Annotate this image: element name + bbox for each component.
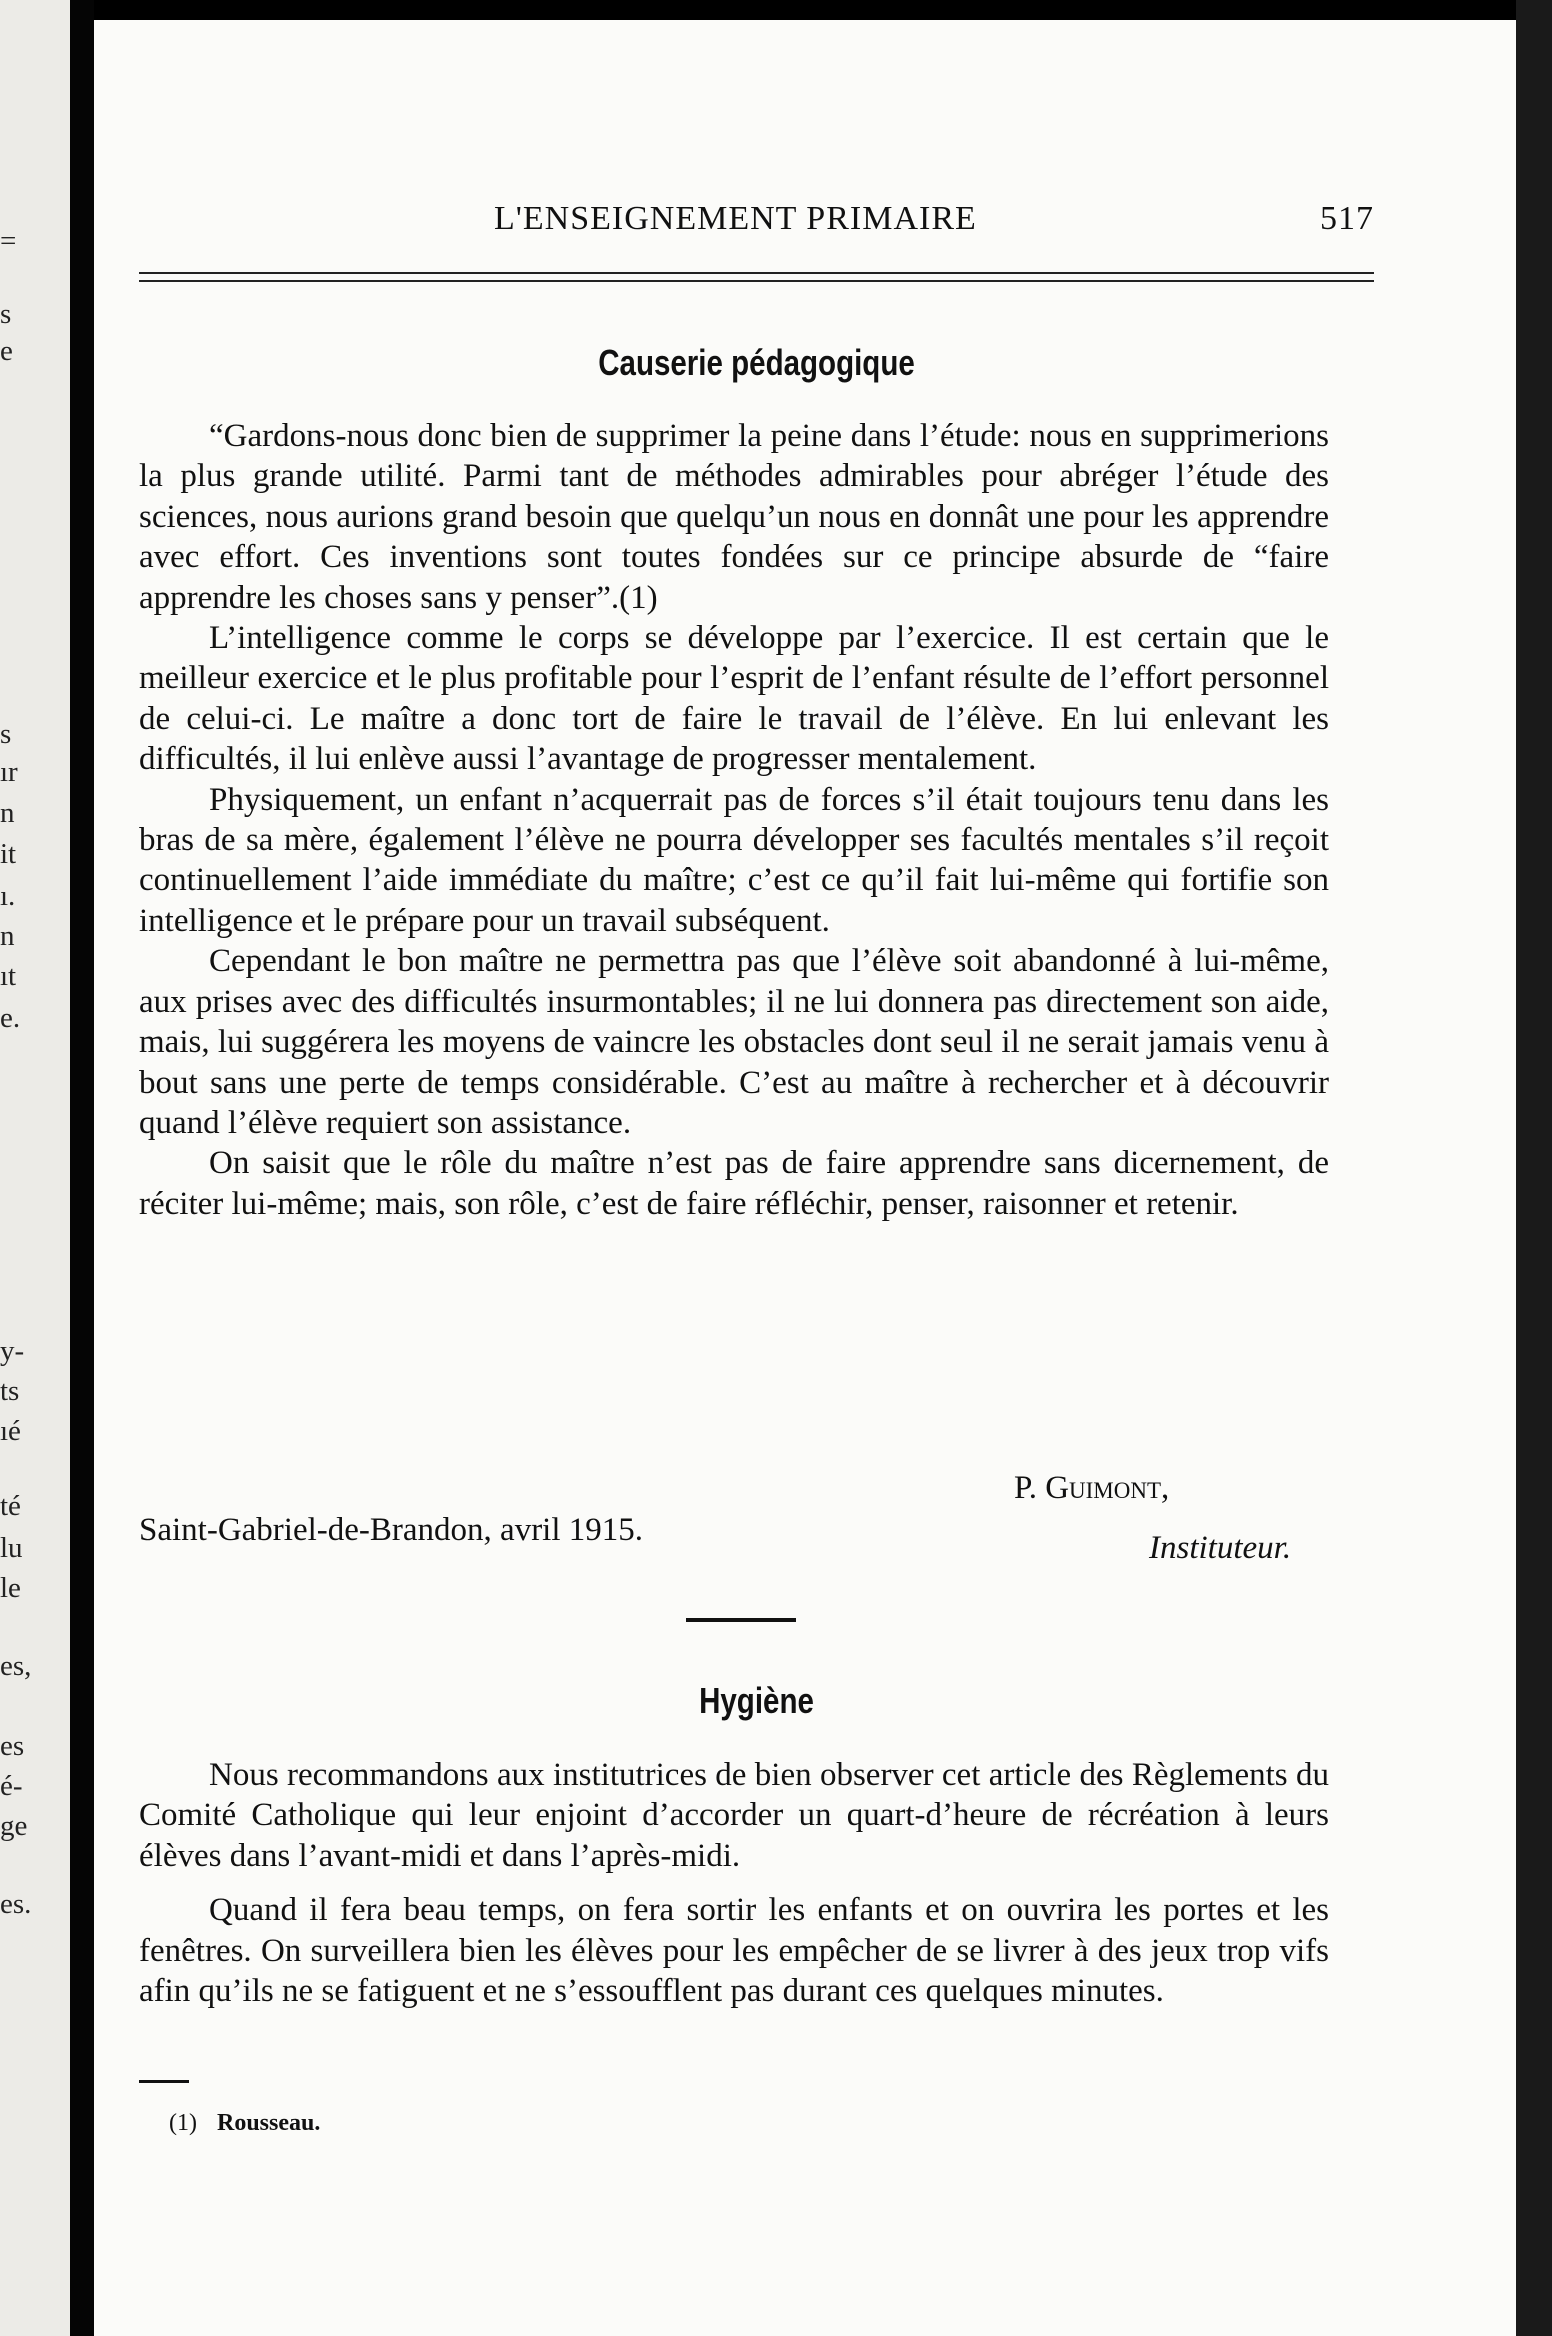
prev-page-fragment: y- [0,1335,25,1367]
prev-page-fragment: lu [0,1532,23,1564]
prev-page-fragment: n [0,920,15,952]
paragraph: Physiquement, un enfant n’acquerrait pas de forces s’il était toujours tenu dans les bras de sa mère, également l’élève ne pourra développer ses facultés mentales s’il reçoit continuellement l’aide immédiate du maître; c’est ce qu’il fait lui-même qui fortifie son intelligence et le prépare pour un travail subséquent. [139,781,1329,939]
prev-page-fragment: ts [0,1375,20,1407]
author-role: Instituteur. [1149,1530,1292,1566]
journal-title: L'ENSEIGNEMENT PRIMAIRE [494,200,977,237]
prev-page-fragment: é- [0,1770,23,1802]
prev-page-fragment: s [0,298,12,330]
paragraph: On saisit que le rôle du maître n’est pas de faire apprendre sans dicernement, de réciter lui-même; mais, son rôle, c’est de faire réfléchir, penser, raisonner et retenir. [139,1145,1329,1222]
prev-page-fragment: it [0,838,17,870]
paragraph: Quand il fera beau temps, on fera sortir les enfants et on ouvrira les portes et les fenêtres. On surveillera bien les élèves pour les empêcher de se livrer à des jeux trop vifs afin qu’ils ne se fatiguent et ne s’essoufflent pas durant ces quelques minutes. [139,1892,1329,2010]
right-page-edge [1516,0,1552,2336]
section-heading-causerie: Causerie pédagogique [598,342,915,383]
book-page [94,20,1516,2336]
footnote-marker: (1) [169,2110,197,2136]
section-separator [686,1618,796,1622]
prev-page-fragment: e. [0,1002,21,1034]
prev-page-fragment: le [0,1572,21,1604]
prev-page-fragment: s [0,718,12,750]
section-body-hygiene [139,1755,1329,2011]
place-date: Saint-Gabriel-de-Brandon, avril 1915. [139,1512,644,1548]
prev-page-fragment: ıé [0,1415,21,1447]
running-header [139,200,1374,250]
header-rule [139,272,1374,282]
prev-page-fragment: e [0,335,13,367]
footnote [169,2110,320,2137]
page-number: 517 [1320,200,1374,237]
prev-page-fragment: ge [0,1810,28,1842]
author-signature [1014,1470,1169,1507]
prev-page-fragment: es. [0,1888,32,1920]
prev-page-fragment: ır [0,756,18,788]
book-gutter [70,0,94,2336]
section-body-causerie [139,416,1329,1224]
prev-page-fragment: = [0,225,17,257]
prev-page-fragment: ı. [0,880,16,912]
author-name: Guimont, [1045,1470,1170,1506]
paragraph: “Gardons-nous donc bien de supprimer la peine dans l’étude: nous en supprimerions la plus grande utilité. Parmi tant de méthodes admirables pour abréger l’étude des sciences, nous aurions grand besoin que quelqu’un nous en donnât une pour les apprendre avec effort. Ces inventions sont toutes fondées sur ce principe absurde de “faire apprendre les choses sans y penser”.(1) [139,418,1329,616]
footnote-text: Rousseau. [216,2110,321,2136]
prev-page-fragment: ıt [0,960,17,992]
footnote-rule [139,2080,189,2083]
paragraph: Nous recommandons aux institutrices de bien observer cet article des Règlements du Comité Catholique qui leur enjoint d’accorder un quart-d’heure de récréation à leurs élèves dans l’avant-midi et dans l’après-midi. [139,1757,1329,1874]
prev-page-fragment: es [0,1730,25,1762]
prev-page-fragment: té [0,1490,21,1522]
prev-page-fragment: es, [0,1650,32,1682]
previous-page-edge [0,0,70,2336]
author-initial: P. [1014,1470,1046,1506]
paragraph: L’intelligence comme le corps se développe par l’exercice. Il est certain que le meilleur exercice et le plus profitable pour l’esprit de l’enfant résulte de l’effort personnel de celui-ci. Le maître a donc tort de faire le travail de l’élève. En lui enlevant les difficultés, il lui enlève aussi l’avantage de progresser mentalement. [139,620,1329,778]
prev-page-fragment: n [0,797,15,829]
paragraph: Cependant le bon maître ne permettra pas que l’élève soit abandonné à lui-même, aux prises avec des difficultés insurmontables; il ne lui donnera pas directement son aide, mais, lui suggérera les moyens de vaincre les obstacles dont seul il ne serait jamais venu à bout sans une perte de temps considérable. C’est au maître à rechercher et à découvrir quand l’élève requiert son assistance. [139,943,1329,1141]
section-heading-hygiene: Hygiène [699,1680,814,1721]
